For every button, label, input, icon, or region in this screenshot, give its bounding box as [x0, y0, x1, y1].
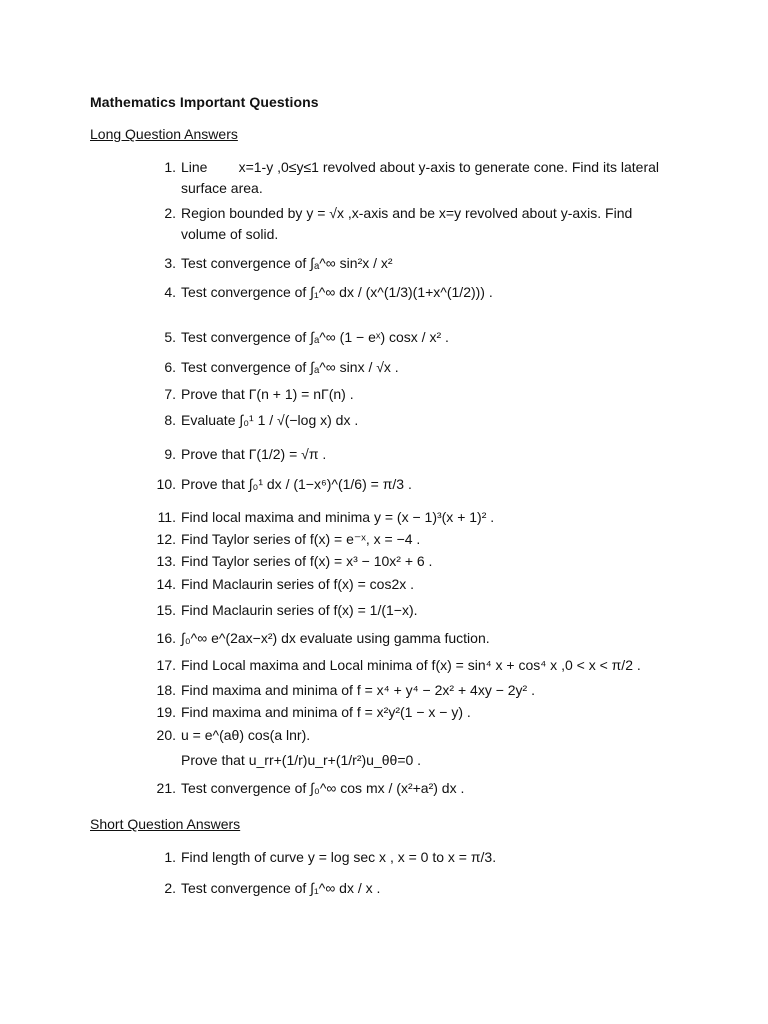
document-page: Mathematics Important Questions Long Question Answers 1. Line x=1-y ,0≤y≤1 revolved about y-axis to generate cone. Find its lateral surface area. 2. Region bounded by y = √x ,x-axis and be x=y revolved about y-axis. Find volume of solid. 3. Test convergence of ∫ₐ^∞ sin²x / x² 4. Test convergence of ∫₁^∞ dx / (x^(1/3)(1+x^(1/2))) . 5. Test convergence of ∫ₐ^∞ (1 − eˣ) cosx / x² . 6. Test convergence of ∫ₐ^∞ sinx / √x . 7. Prove that Γ(n + 1) = nΓ(n) . 8. Evaluate ∫₀¹ 1 / √(−log x) dx . 9. Prove that Γ(1/2) = √π . 10. Prove that ∫₀¹ dx / (1−x⁶)^(1/6) = π/3 . 11. Find local maxima and minima y = (x − 1)³(x + 1)² . 12. Find Taylor series of f(x) = e⁻ˣ, x = −4 . 13. Find Taylor series of f(x) = x³ − 10x² + 6 . 14. Find Maclaurin series of f(x) = cos2x . 15. Find Maclaurin series of f(x) = 1/(1−x). 16. ∫₀^∞ e^(2ax−x²) dx evaluate using gamma fuction. 17. Find Local maxima and Local minima of f(x) = sin⁴ x + cos⁴ x ,0 < x < π/2 . 18. Find maxima and minima of f = x⁴ + y⁴ − 2x² + 4xy − 2y² . 19. Find maxima and minima of f = x²y²(1 − x − y) . 20. u = e^(aθ) cos(a lnr). Prove that u_rr+(1/r)u_r+(1/r²)u_θθ=0 . 21. Test convergence of ∫₀^∞ cos mx / (x²+a²) dx . Short Question Answers 1. Find length of curve y = log sec x , x = 0 to x = π/3. 2. Test convergence of ∫₁^∞ dx / x .: [90, 94, 663, 896]
short-questions-heading: Short Question Answers: [90, 816, 241, 832]
document-title: Mathematics Important Questions: [90, 94, 319, 110]
long-questions-heading: Long Question Answers: [90, 126, 238, 142]
